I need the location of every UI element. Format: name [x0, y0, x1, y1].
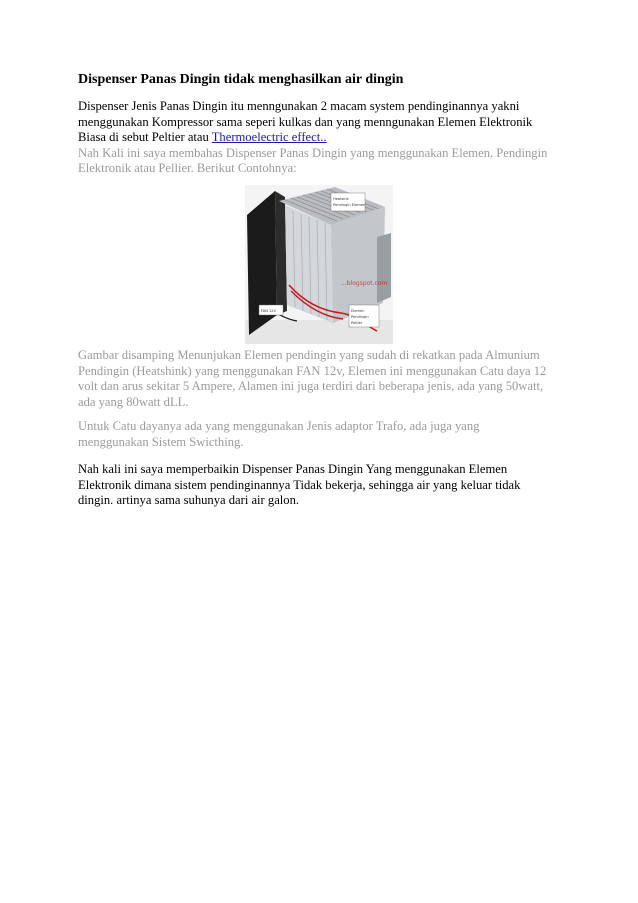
heatsink-label-line2: Pendingin Elemen: [333, 203, 366, 207]
power-supply-line: menggunakan Sistem Swicthing.: [78, 434, 244, 449]
peltier-label-line1: Elemen: [351, 309, 365, 313]
image-description-line: Gambar disamping Menunjukan Elemen pendingin yang sudah di rekatkan pada Almunium: [78, 348, 540, 362]
repair-line: dingin. artinya sama suhunya dari air galon.: [78, 493, 300, 508]
thermoelectric-link[interactable]: Thermoelectric effect..: [211, 130, 327, 145]
fan-label: FAN 12V: [261, 309, 277, 313]
photo-watermark: ...blogspot.com: [341, 280, 388, 287]
image-description-line: Pendingin (Heatshink) yang menggunakan FAN 12v, Elemen ini menggunakan Catu daya 12: [78, 363, 547, 378]
repair-line: Elektronik dimana sistem pendinginannya Tidak bekerja, sehingga air yang keluar tidak: [78, 477, 521, 492]
intro-line-gray: Nah Kali ini saya membahas Dispenser Panas Dingin yang menggunakan Elemen, Pendingin: [78, 145, 548, 160]
repair-paragraph: [78, 462, 578, 509]
repair-line: Nah kali ini saya memperbaikin Dispenser Panas Dingin Yang menggunakan Elemen: [78, 462, 508, 476]
image-description-paragraph: [78, 348, 578, 410]
intro-paragraph: [78, 99, 578, 177]
peltier-illustration: [245, 185, 393, 344]
power-supply-paragraph: [78, 419, 578, 450]
intro-line-gray: Elektronik atau Pellier. Berikut Contohnya:: [78, 161, 297, 176]
page-title: Dispenser Panas Dingin tidak menghasilkan air dingin: [78, 72, 404, 87]
power-supply-line: Untuk Catu dayanya ada yang menggunakan Jenis adaptor Trafo, ada juga yang: [78, 419, 480, 433]
image-description-line: ada yang 80watt dLL.: [78, 394, 189, 409]
peltier-label-line2: Pendingin: [351, 315, 369, 319]
intro-line-with-link: [78, 130, 578, 146]
heatsink-label-line1: Heatsink: [333, 197, 349, 201]
intro-line: menggunakan Kompressor sama seperi kulkas dan yang menngunakan Elemen Elektronik: [78, 114, 533, 129]
image-description-line: volt dan arus sekitar 5 Ampere, Alamen ini juga terdiri dari beberapa jenis, ada yang 50watt,: [78, 379, 544, 394]
intro-line-prefix: Biasa di sebut Peltier atau: [78, 130, 212, 145]
intro-line: Dispenser Jenis Panas Dingin itu menngunakan 2 macam system pendinginannya yakni: [78, 99, 520, 113]
peltier-photo: [245, 185, 393, 344]
peltier-label-line3: Peltier: [351, 321, 363, 325]
